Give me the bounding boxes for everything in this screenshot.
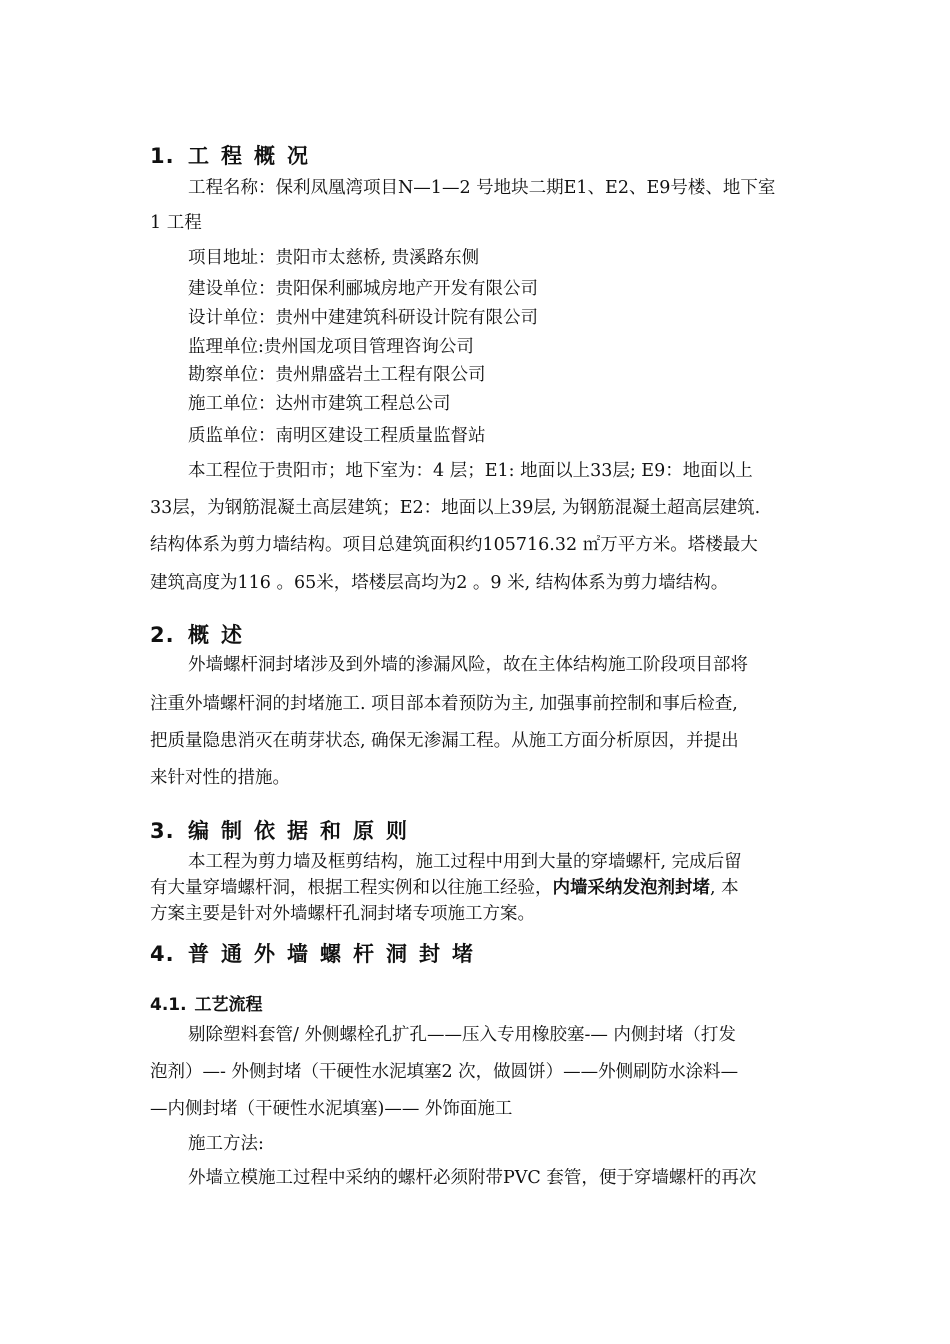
section-number: 2.	[150, 623, 175, 647]
project-name-cont: 1 工程	[150, 213, 202, 233]
paragraph-line: 把质量隐患消灭在萌芽状态, 确保无渗漏工程。从施工方面分析原因，并提出	[150, 731, 739, 751]
section-2-heading	[150, 619, 254, 649]
paragraph-line: 泡剂）—- 外侧封堵（干硬性水泥填塞2 次，做圆饼）——外侧刷防水涂料—	[150, 1062, 739, 1082]
paragraph-line: 33层，为钢筋混凝土高层建筑；E2：地面以上39层, 为钢筋混凝土超高层建筑.	[150, 498, 761, 518]
paragraph-line: 外墙螺杆洞封堵涉及到外墙的渗漏风险，故在主体结构施工阶段项目部将	[188, 655, 748, 675]
section-number: 1.	[150, 144, 175, 168]
paragraph-line: 剔除塑料套管/ 外侧螺栓孔扩孔——压入专用橡胶塞-— 内侧封堵（打发	[188, 1025, 736, 1045]
paragraph-line: 施工方法:	[188, 1134, 264, 1154]
paragraph-line: 建筑高度为116 。65米，塔楼层高均为2 。9 米, 结构体系为剪力墙结构。	[150, 573, 729, 593]
subsection-4-1-heading	[150, 990, 263, 1015]
section-4-heading	[150, 938, 485, 968]
section-1-heading	[150, 140, 320, 170]
construction-unit: 建设单位：贵阳保利郦城房地产开发有限公司	[188, 279, 538, 299]
paragraph-line: 注重外墙螺杆洞的封堵施工. 项目部本着预防为主, 加强事前控制和事后检查,	[150, 694, 738, 714]
paragraph-line: 结构体系为剪力墙结构。项目总建筑面积约105716.32 ㎡万平方米。塔楼最大	[150, 535, 758, 555]
project-address: 项目地址：贵阳市太慈桥, 贵溪路东侧	[188, 248, 480, 268]
paragraph-line: 外墙立模施工过程中采纳的螺杆必须附带PVC 套管，便于穿墙螺杆的再次	[188, 1168, 757, 1188]
subsection-number: 4.1.	[150, 995, 187, 1015]
paragraph-line	[150, 880, 739, 898]
section-3-heading	[150, 815, 419, 845]
text-span: 有大量穿墙螺杆洞，根据工程实例和以往施工经验，	[150, 878, 553, 898]
paragraph-line: 本工程为剪力墙及框剪结构，施工过程中用到大量的穿墙螺杆, 完成后留	[188, 852, 742, 872]
survey-unit: 勘察单位：贵州鼎盛岩土工程有限公司	[188, 365, 486, 385]
supervision-unit: 监理单位:贵州国龙项目管理咨询公司	[188, 337, 474, 357]
paragraph-line: —内侧封堵（干硬性水泥填塞)—— 外饰面施工	[150, 1099, 513, 1119]
contractor-unit: 施工单位：达州市建筑工程总公司	[188, 394, 451, 414]
section-number: 4.	[150, 942, 175, 966]
quality-supervision-unit: 质监单位：南明区建设工程质量监督站	[188, 426, 486, 446]
paragraph-line: 本工程位于贵阳市；地下室为：4 层；E1: 地面以上33层; E9：地面以上	[188, 461, 753, 481]
design-unit: 设计单位：贵州中建建筑科研设计院有限公司	[188, 308, 538, 328]
project-name-line: 工程名称：保利凤凰湾项目N—1—2 号地块二期E1、E2、E9号楼、地下室	[188, 178, 776, 198]
paragraph-line: 方案主要是针对外墙螺杆孔洞封堵专项施工方案。	[150, 904, 535, 924]
section-title: 概述	[188, 623, 254, 647]
section-number: 3.	[150, 819, 175, 843]
section-title: 工程概况	[188, 144, 320, 168]
section-title: 编制依据和原则	[188, 819, 419, 843]
section-title: 普通外墙螺杆洞封堵	[188, 942, 485, 966]
paragraph-line: 来针对性的措施。	[150, 768, 290, 788]
emphasis-text: 内墙采纳发泡剂封堵	[552, 878, 710, 898]
subsection-title: 工艺流程	[194, 995, 263, 1015]
text-span: , 本	[710, 878, 739, 898]
